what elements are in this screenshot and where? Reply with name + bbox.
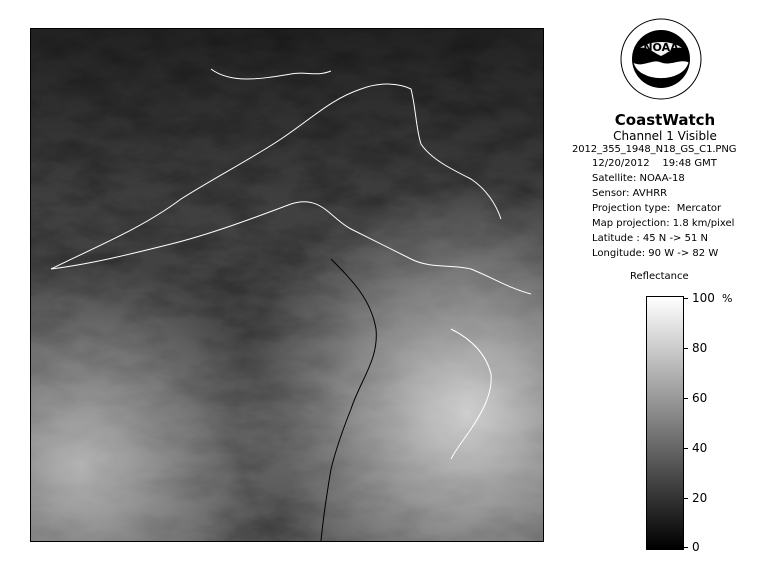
legend-title: Reflectance bbox=[630, 271, 689, 282]
colorbar-tick-label: 20 bbox=[692, 491, 708, 505]
colorbar-tick bbox=[683, 298, 688, 299]
product-channel: Channel 1 Visible bbox=[613, 129, 717, 143]
product-filename: 2012_355_1948_N18_GS_C1.PNG bbox=[572, 144, 737, 155]
product-sensor: Sensor: AVHRR bbox=[592, 188, 668, 199]
product-info bbox=[552, 112, 778, 261]
colorbar-tick bbox=[683, 547, 688, 548]
product-satellite: Satellite: NOAA-18 bbox=[592, 173, 685, 184]
colorbar-tick bbox=[683, 348, 688, 349]
reflectance-colorbar bbox=[646, 296, 684, 550]
legend-unit: % bbox=[722, 292, 733, 305]
satellite-image-svg bbox=[31, 29, 543, 541]
noaa-logo bbox=[620, 18, 702, 100]
colorbar-tick-label: 100 bbox=[692, 291, 715, 305]
colorbar-tick-label: 0 bbox=[692, 540, 700, 554]
noaa-seal-icon bbox=[620, 18, 702, 100]
colorbar-tick-label: 60 bbox=[692, 391, 708, 405]
product-latitude: Latitude : 45 N -> 51 N bbox=[592, 233, 708, 244]
colorbar-tick-label: 80 bbox=[692, 341, 708, 355]
product-datetime: 12/20/2012 19:48 GMT bbox=[592, 158, 717, 169]
product-projection-type: Projection type: Mercator bbox=[592, 203, 722, 214]
logo-text: NOAA bbox=[643, 41, 679, 54]
colorbar-tick bbox=[683, 398, 688, 399]
satellite-image bbox=[30, 28, 544, 542]
colorbar-tick-label: 40 bbox=[692, 441, 708, 455]
product-longitude: Longitude: 90 W -> 82 W bbox=[592, 248, 719, 259]
colorbar-tick bbox=[683, 448, 688, 449]
colorbar-tick bbox=[683, 498, 688, 499]
product-map-projection: Map projection: 1.8 km/pixel bbox=[592, 218, 735, 229]
product-title: CoastWatch bbox=[614, 111, 716, 129]
